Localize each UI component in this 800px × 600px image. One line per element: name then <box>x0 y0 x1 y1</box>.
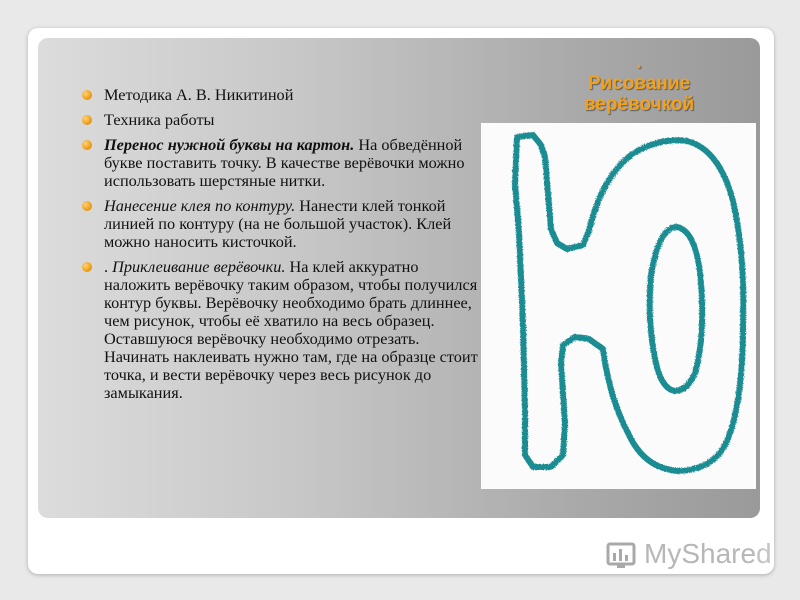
bullet-dot-icon <box>82 201 92 211</box>
bullet-item <box>82 86 478 104</box>
bullet-item <box>82 197 478 251</box>
bullet-dot-icon <box>82 90 92 100</box>
bullet-heading: Перенос нужной буквы на картон. <box>104 135 355 154</box>
bullet-prefix: . <box>104 257 113 276</box>
logo-text: MyShare <box>644 538 757 569</box>
bullet-item <box>82 136 478 190</box>
bullet-item <box>82 258 478 402</box>
bullet-text: Техника работы <box>104 110 215 129</box>
bullet-dot-icon <box>82 115 92 125</box>
title-line: верёвочкой <box>583 94 695 115</box>
title-line: Рисование <box>587 73 691 94</box>
bullet-text: Методика А. В. Никитиной <box>104 85 294 104</box>
yarn-letter-yu-image <box>481 123 756 489</box>
bullet-text: На обведённой букве поставить точку. В качестве верёвочки можно использовать шерстяные нитки. <box>104 135 465 190</box>
myshared-logo <box>604 536 776 572</box>
bullet-heading: Нанесение клея по контуру. <box>104 196 296 215</box>
bullet-text: Нанести клей тонкой линией по контуру (на не большой участок). Клей можно наносить кисточкой. <box>104 196 452 251</box>
bullet-heading: Приклеивание верёвочки. <box>112 257 286 276</box>
title-line: . <box>636 52 642 73</box>
bullet-text: На клей аккуратно наложить верёвочку таким образом, чтобы получился контур буквы. Верёвочку необходимо брать длиннее, чем рисунок, чтобы её хватило на весь образец. Оставшуюся верёвочку необходимо отрезать. Начинать наклеивать нужно там, где на образце стоит точка, и вести верёвочку через весь рисунок до замыкания. <box>104 257 478 402</box>
bullet-dot-icon <box>82 262 92 272</box>
bullet-dot-icon <box>82 140 92 150</box>
slide-title <box>524 52 754 115</box>
logo-suffix: d <box>756 538 776 569</box>
bullet-item <box>82 111 478 129</box>
bullet-list <box>82 86 478 409</box>
myshared-logo-icon <box>604 536 640 572</box>
